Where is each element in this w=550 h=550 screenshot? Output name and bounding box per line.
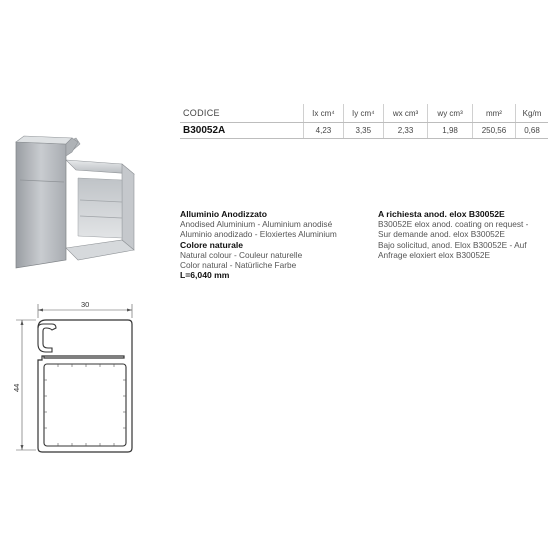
profile-3d-render: [10, 130, 175, 280]
header-codice: CODICE: [180, 104, 304, 123]
profile-outline: [38, 320, 132, 452]
header-wx: wx cm³: [383, 104, 428, 123]
arrow-icon: [21, 445, 24, 450]
technical-drawing: [8, 296, 148, 456]
arrow-icon: [127, 309, 132, 312]
product-code: B30052A: [180, 123, 304, 139]
profile-hook: [38, 324, 56, 352]
header-area: mm²: [472, 104, 515, 123]
on-request-line: Bajo solicitud, anod. Elox B30052E - Auf: [378, 239, 527, 250]
colour-heading: Colore naturale: [180, 239, 244, 250]
spec-table-header-row: [180, 104, 548, 123]
width-label: 30: [81, 300, 90, 309]
material-line: Aluminio anodizado - Eloxiertes Aluminium: [180, 229, 337, 240]
on-request-line: B30052E elox anod. coating on request -: [378, 219, 529, 230]
table-row: [180, 123, 548, 139]
length-label: L=6,040 mm: [180, 270, 230, 281]
material-heading: Alluminio Anodizzato: [180, 209, 268, 219]
on-request-line: Sur demande anod. elox B30052E: [378, 229, 505, 240]
arrow-icon: [38, 309, 43, 312]
on-request-description: [378, 209, 548, 260]
arrow-icon: [21, 320, 24, 325]
on-request-heading: A richiesta anod. elox B30052E: [378, 209, 505, 219]
profile-inner-cavity: [44, 364, 126, 446]
value-weight: 0,68: [516, 123, 549, 139]
value-iy: 3,35: [343, 123, 383, 139]
header-iy: Iy cm⁴: [343, 104, 383, 123]
material-description: [180, 209, 370, 280]
header-weight: Kg/m: [516, 104, 549, 123]
profile-inner-ridges: [44, 364, 126, 446]
spec-table: [180, 104, 548, 139]
height-label: 44: [12, 383, 21, 392]
value-area: 250,56: [472, 123, 515, 139]
on-request-line: Anfrage eloxiert elox B30052E: [378, 249, 491, 260]
colour-line: Color natural - Natürliche Farbe: [180, 260, 297, 271]
header-ix: Ix cm⁴: [304, 104, 344, 123]
value-wx: 2,33: [383, 123, 428, 139]
value-ix: 4,23: [304, 123, 344, 139]
colour-line: Natural colour - Couleur naturelle: [180, 249, 303, 260]
material-line: Anodised Aluminium - Aluminium anodisé: [180, 219, 333, 230]
value-wy: 1,98: [428, 123, 473, 139]
header-wy: wy cm³: [428, 104, 473, 123]
